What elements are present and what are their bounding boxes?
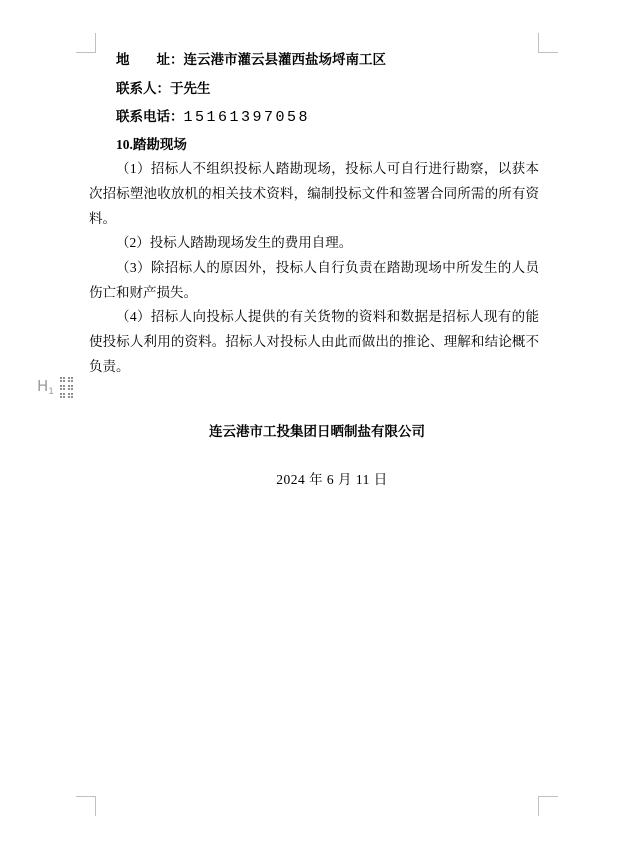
drag-handle-dots-icon[interactable]: [60, 377, 73, 398]
heading-level-label: H: [37, 377, 49, 395]
dot: [68, 377, 73, 382]
dot: [60, 385, 65, 390]
margin-mark-top-right-icon: [538, 33, 558, 53]
margin-mark-bottom-left-icon: [76, 796, 96, 816]
contact-person-label: 联系人：: [116, 80, 170, 96]
clause-paragraph-4[interactable]: （4）招标人向投标人提供的有关货物的资料和数据是招标人现有的能使投标人利用的资料。招标人对投标人由此而做出的推论、理解和结论概不负责。: [89, 309, 539, 374]
contact-address-line[interactable]: [89, 46, 539, 75]
dot: [68, 385, 73, 390]
contact-person-line[interactable]: [89, 75, 539, 104]
contact-info-block: [89, 46, 539, 133]
clause-paragraph-1[interactable]: （1）招标人不组织投标人踏勘现场，投标人可自行进行勘察，以获本次招标塑池收放机的相关技术资料，编制投标文件和签署合同所需的所有资料。: [89, 161, 539, 226]
signature-date[interactable]: 2024 年 6 月 11 日: [276, 472, 388, 487]
contact-address-value: 连云港市灌云县灌西盐场埒南工区: [183, 52, 386, 67]
section-heading[interactable]: 10.踏勘现场: [116, 136, 187, 152]
contact-address-label: 地 址：: [116, 52, 184, 67]
contact-person-value: 于先生: [170, 80, 211, 96]
dot: [60, 377, 65, 382]
dot: [60, 393, 65, 398]
heading-level-indicator: [37, 377, 54, 401]
contact-phone-line[interactable]: [89, 103, 539, 133]
document-body[interactable]: [89, 46, 539, 380]
heading-level-sub: 1: [48, 387, 55, 397]
clause-paragraph-3[interactable]: （3）除招标人的原因外，投标人自行负责在踏勘现场中所发生的人员伤亡和财产损失。: [89, 260, 539, 300]
margin-mark-bottom-right-icon: [538, 796, 558, 816]
dot: [68, 393, 73, 398]
clause-paragraph-2[interactable]: （2）投标人踏勘现场发生的费用自理。: [116, 235, 353, 251]
contact-phone-label: 联系电话：: [116, 109, 184, 124]
signature-company[interactable]: 连云港市工投集团日晒制盐有限公司: [209, 424, 425, 439]
contact-phone-value: 15161397058: [183, 109, 311, 126]
